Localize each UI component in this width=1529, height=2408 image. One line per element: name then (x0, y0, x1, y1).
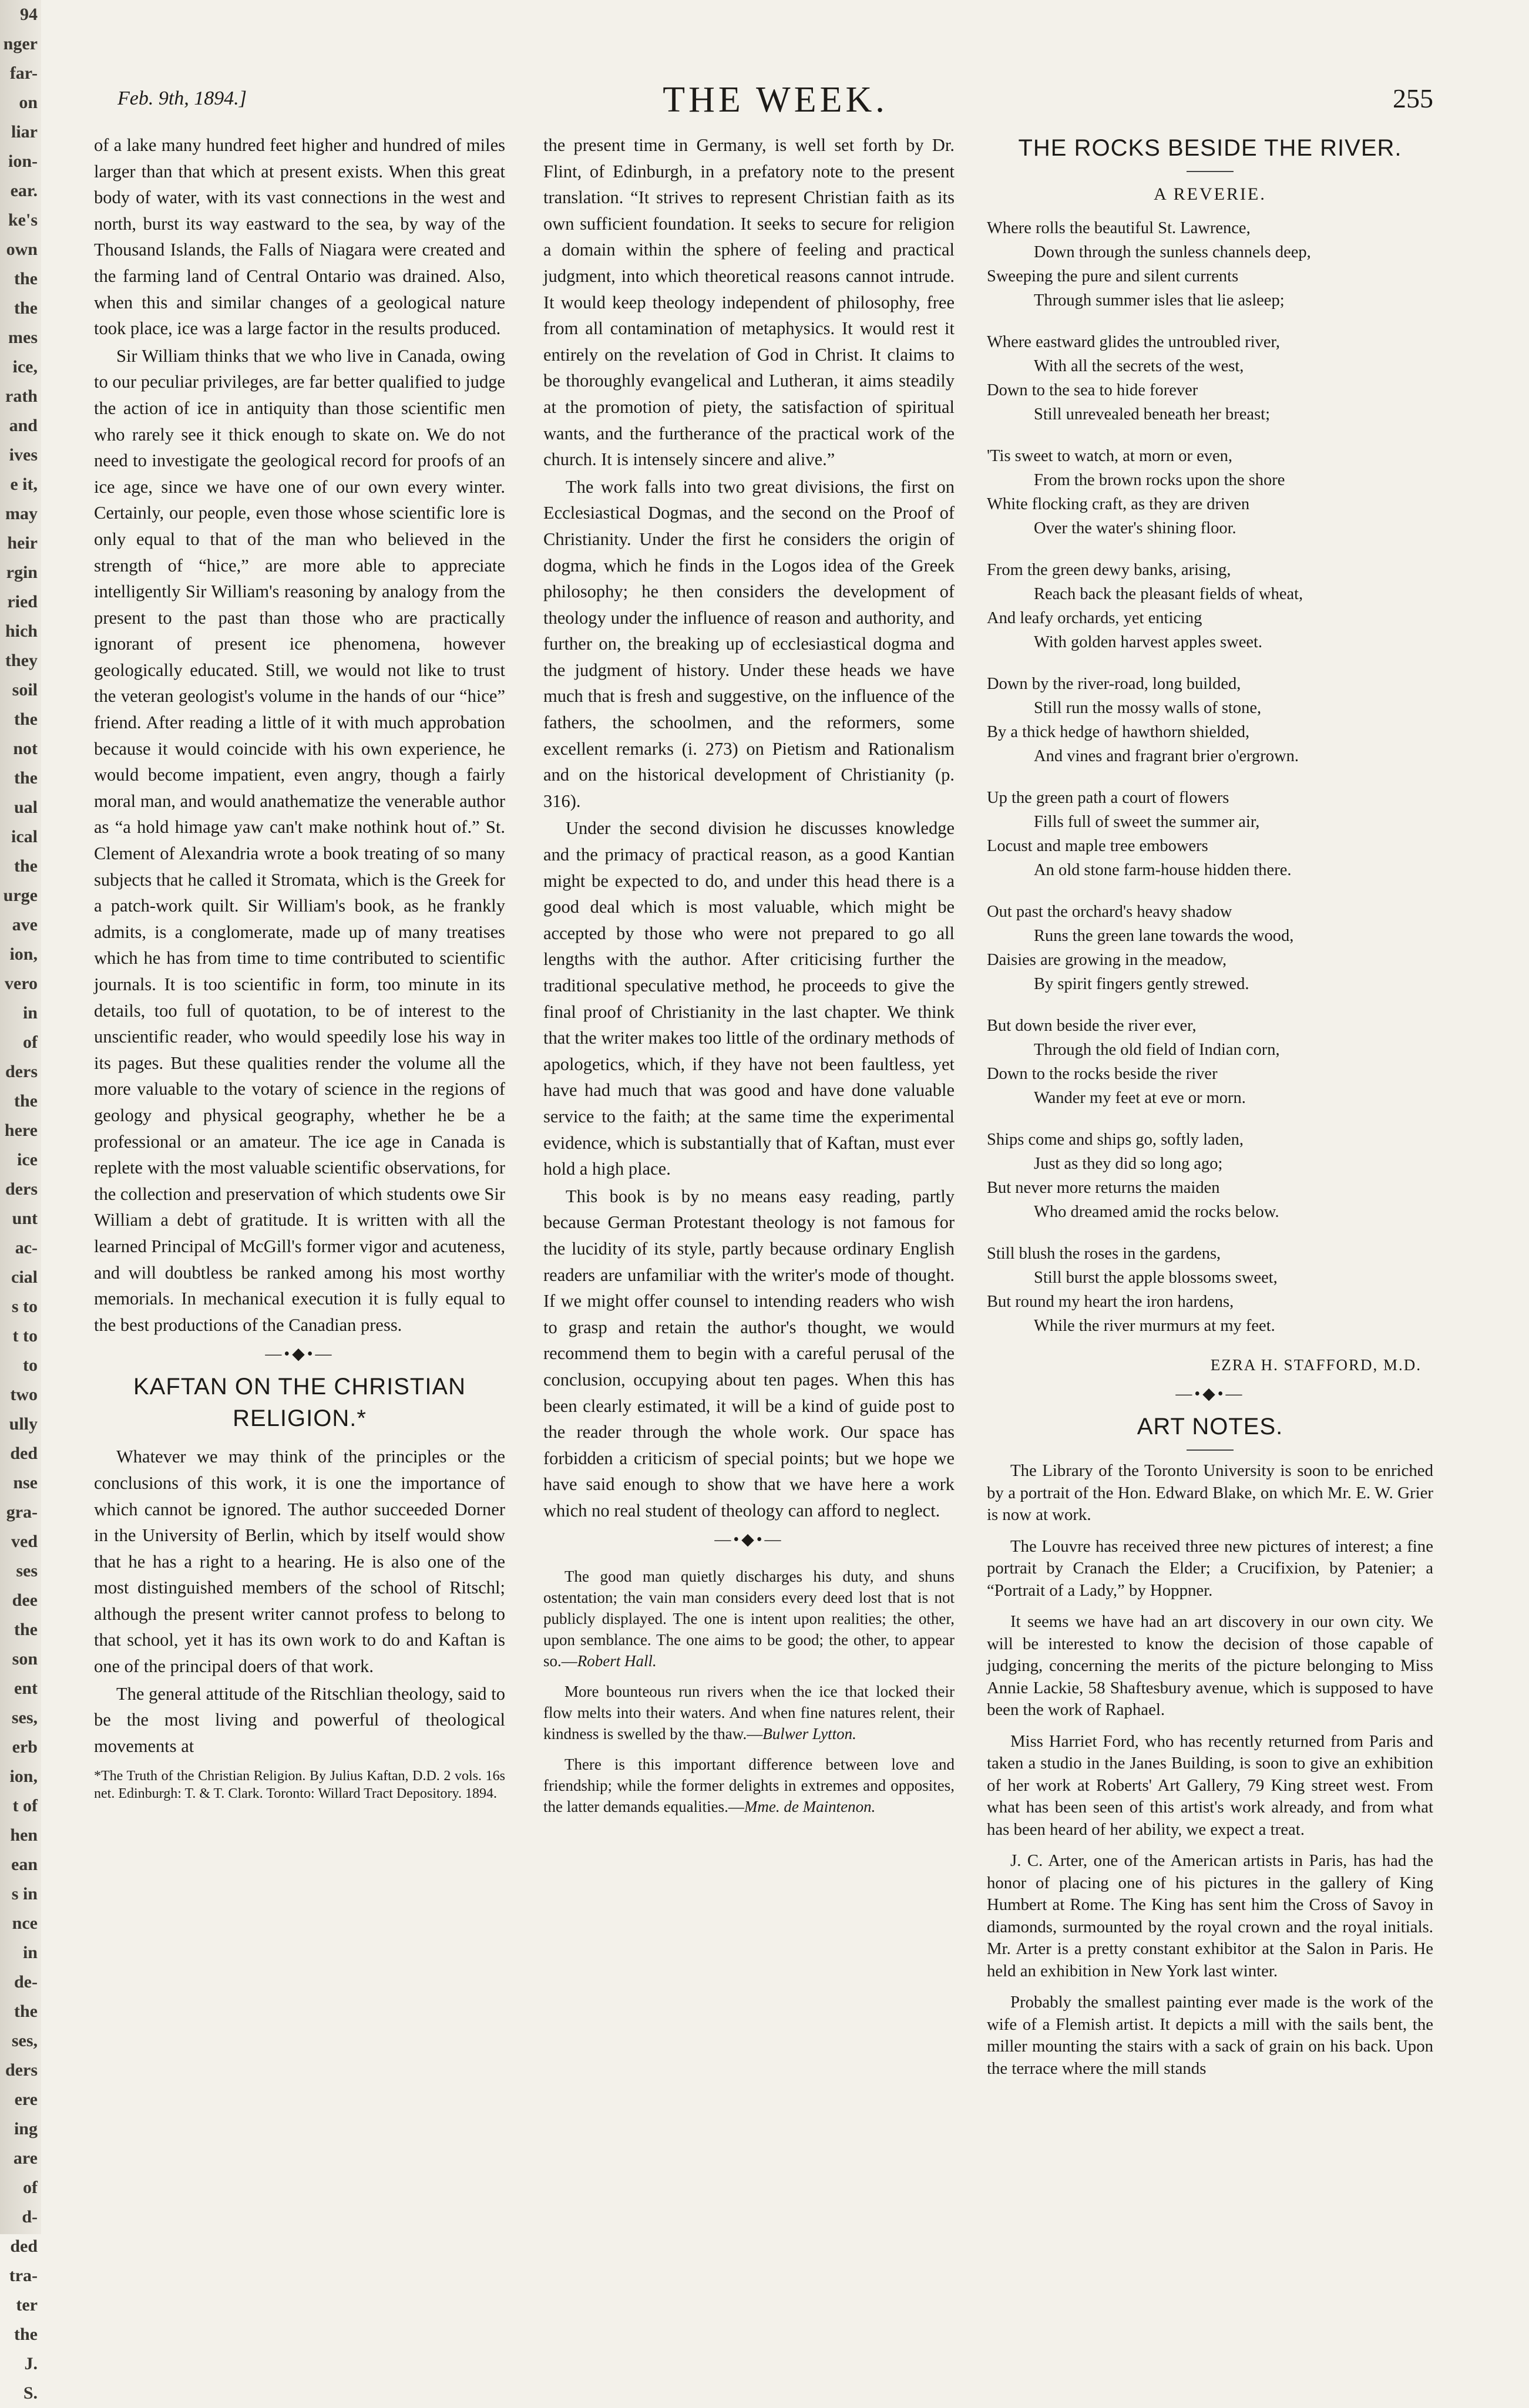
paragraph: of a lake many hundred feet higher and hundred of miles larger than that which at present exists. When this great body of water, with its vast connections in the west and north, burst its way eastward to the sea, by way of the Thousand Islands, the Falls of Niagara were created and the farming land of Central Ontario was drained. Also, when this and similar changes of a geological nature took place, ice was a large factor in the results produced. (94, 135, 505, 339)
paragraph: Probably the smallest painting ever made is the work of the wife of a Flemish artist. It depicts a mill with the sails bent, the miller mounting the stairs with a sack of grain on his back. Upon the terrace where the mill stands (987, 1993, 1433, 2078)
poem-line: Locust and maple tree embowers (987, 836, 1208, 855)
paragraph: Miss Harriet Ford, who has recently returned from Paris and taken a studio in the Janes Building, is soon to give an exhibition of her work at Roberts' Art Gallery, 79 King street west. From what has been seen of this artist's work already, and from what has been heard of her ability, we expect a treat. (987, 1731, 1433, 1839)
quote-text: More bounteous run rivers when the ice that locked their flow melts into their waters. And when fine natures relent, their kindness is swelled by the thaw.— (543, 1683, 955, 1743)
poem-stanza (987, 558, 1433, 654)
poem-line: By spirit fingers gently strewed. (1034, 974, 1249, 993)
divider (1187, 171, 1234, 172)
margin-fragment: d- (22, 2207, 38, 2227)
margin-fragment: the (14, 2002, 38, 2021)
margin-fragment: de- (14, 1972, 38, 1992)
margin-fragment: the (14, 1091, 38, 1111)
footnote: *The Truth of the Christian Religion. By Julius Kaftan, D.D. 2 vols. 16s net. Edinburgh: T. & T. Clark. Toronto: Willard Tract Depository. 1894. (94, 1768, 505, 1802)
margin-fragment: J. (24, 2354, 38, 2373)
margin-fragment: here (4, 1121, 38, 1140)
margin-fragment: tra- (9, 2266, 38, 2285)
paragraph: The Library of the Toronto University is soon to be enriched by a portrait of the Hon. Edward Blake, on which Mr. E. W. Grier is now at work. (987, 1461, 1433, 1525)
margin-fragment: the (14, 709, 38, 729)
margin-fragment: t to (12, 1326, 38, 1346)
page-number: 255 (1393, 83, 1433, 113)
margin-fragment: ion- (8, 152, 38, 171)
section-ornament: —•◆•— (265, 1345, 334, 1364)
poem-line: Ships come and ships go, softly laden, (987, 1130, 1244, 1149)
paragraph: Sir William thinks that we who live in Canada, owing to our peculiar privileges, are far better qualified to judge the action of ice in antiquity than those scientific men who rarely see it thick enough to skate on. We do not need to investigate the geological record for proofs of an ice age, since we have one of our own every winter. Certainly, our people, even those whose scientific lore is only equal to that of the man who believed in the strength of “hice,” are more able to appreciate intelligently Sir William's reasoning by analogy from the present to the past than those who are practically ignorant of present ice phenomena, however geologically educated. Still, we would not like to trust the veteran geologist's volume in the hands of our “hice” friend. After reading a little of it with much approbation because it would coincide with his own experience, he would become impatient, even angry, though a fairly moral man, and would anathematize the venerable author as “a hold himage yaw can't make nothink hout of.” St. Clement of Alexandria wrote a book treating of so many subjects that he called it Stromata, which is the Greek for a patch-work quilt. Sir William's book, as he frankly admits, is a conglomerate, made up of many treatises which he has from time to time contributed to scientific journals. It is too scientific in form, too minute in its details, too full of quotation, to be of interest to the unscientific reader, who would speedily lose his way in its pages. But these qualities render the volume all the more valuable to the votary of science in the regions of geology and physical geography, whether he be a professional or an amateur. The ice age in Canada is replete with the most valuable scientific observations, for the collection and preservation of which students owe Sir William a debt of gratitude. It is written with all the learned Principal of McGill's former vigor and acuteness, and will doubtless be ranked among his most worthy memorials. In mechanical execution it is fully equal to the best productions of the Canadian press. (94, 345, 505, 1335)
poem-line: 'Tis sweet to watch, at morn or even, (987, 446, 1233, 465)
poem-stanza (987, 786, 1433, 882)
poem-line: Down by the river-road, long builded, (987, 674, 1241, 693)
margin-fragment: ual (14, 798, 38, 817)
poem-stanza (987, 216, 1433, 312)
quote-author: Robert Hall. (577, 1652, 657, 1670)
paragraph: J. C. Arter, one of the American artists in Paris, has had the honor of placing one of his pictures in the gallery of King Humbert at Rome. The King has sent him the Cross of Savoy in diamonds, surmounted by the royal crown and the royal initials. Mr. Arter is a pretty constant exhibitor at the Salon in Paris. He held an exhibition in New York last winter. (987, 1851, 1433, 1980)
margin-fragment: t of (12, 1796, 38, 1815)
margin-fragment: ke's (8, 210, 38, 230)
poem-line: With all the secrets of the west, (1034, 357, 1244, 375)
margin-fragment: ean (11, 1855, 38, 1874)
quotation (543, 1754, 955, 1817)
margin-fragment: the (14, 1620, 38, 1639)
column-1 (94, 132, 505, 2211)
margin-fragment: ion, (9, 944, 38, 964)
margin-fragment: the (14, 298, 38, 318)
margin-fragment: far- (9, 63, 38, 83)
poem-line: Over the water's shining floor. (1034, 519, 1236, 537)
poem-line: Still unrevealed beneath her breast; (1034, 405, 1271, 423)
margin-fragment: nger (3, 34, 38, 53)
poem-line: Fills full of sweet the summer air, (1034, 812, 1260, 831)
poem-line: Out past the orchard's heavy shadow (987, 902, 1232, 921)
margin-fragment: are (13, 2148, 38, 2168)
poem-author: EZRA H. STAFFORD, M.D. (1210, 1356, 1422, 1374)
margin-fragment: dee (12, 1590, 38, 1610)
article-title-line: KAFTAN ON THE CHRISTIAN (133, 1374, 466, 1400)
margin-fragment: ter (16, 2295, 38, 2315)
article-title-line: RELIGION.* (233, 1405, 367, 1432)
poem (987, 216, 1433, 1338)
poem-stanza (987, 330, 1433, 426)
margin-fragment: the (14, 856, 38, 876)
poem-line: Still blush the roses in the gardens, (987, 1244, 1221, 1263)
poem-line: Just as they did so long ago; (1034, 1154, 1223, 1173)
poem-line: And leafy orchards, yet enticing (987, 608, 1202, 627)
margin-fragment: ac- (15, 1238, 38, 1257)
margin-fragment: the (14, 269, 38, 288)
poem-line: By a thick hedge of hawthorn shielded, (987, 722, 1250, 741)
poem-stanza (987, 1014, 1433, 1110)
poem-line: Wander my feet at eve or morn. (1034, 1088, 1246, 1107)
margin-fragment: to (23, 1356, 38, 1375)
margin-fragment: e it, (10, 475, 38, 494)
margin-fragment: mes (8, 328, 38, 347)
quote-author: Mme. de Maintenon. (744, 1798, 876, 1816)
margin-fragment: the (14, 2325, 38, 2344)
paragraph: This book is by no means easy reading, partly because German Protestant theology is not famous for the lucidity of its style, partly because ordinary English readers are unfamiliar with the writer's mode of thought. If we might offer counsel to intending readers who wish to grasp and retain the author's thought, we would recommend them to begin with a careful perusal of the conclusion, occupying about ten pages. When this has been clearly estimated, it will be a kind of guide post to the reader through the whole work. Our space has forbidden a criticism of special points; but we hope we have said enough to show that we have here a work which no real student of theology can afford to neglect. (543, 1186, 955, 1521)
margin-fragment: ried (7, 592, 38, 611)
paragraph: Under the second division he discusses knowledge and the primacy of practical reason, as a good Kantian might be expected to do, and under this head there is a good deal which is most valuable, which might be accepted by those who were not prepared to go all lengths with the author. After criticising further the traditional speculative method, he proceeds to give the final proof of Christianity in the last chapter. We think that the writer makes too little of the ordinary methods of apologetics, which, if they have not been faultless, yet have had much that was good and have done valuable service to the faith; at the same time the experimental evidence, which is substantially that of Kaftan, must ever hold a high place. (543, 818, 955, 1179)
divider (1187, 1449, 1234, 1451)
margin-fragment: in (22, 1943, 38, 1962)
margin-fragment: ear. (10, 181, 38, 200)
margin-fragment: ders (5, 2060, 38, 2080)
poem-line: While the river murmurs at my feet. (1034, 1316, 1275, 1335)
margin-fragment: urge (3, 886, 38, 905)
poem-line: Runs the green lane towards the wood, (1034, 926, 1294, 945)
quote-text: There is this important difference between love and friendship; while the former delights in extremes and opposites, the latter demands equalities.— (543, 1755, 955, 1816)
margin-fragment: ave (12, 915, 38, 934)
margin-fragment: unt (12, 1209, 38, 1228)
poem-line: But never more returns the maiden (987, 1178, 1220, 1197)
margin-fragment: S. (23, 2383, 38, 2403)
margin-fragment: ives (9, 445, 38, 465)
quotation (543, 1681, 955, 1744)
poem-line: Down to the rocks beside the river (987, 1064, 1218, 1083)
margin-fragment: ders (5, 1179, 38, 1199)
poem-line: From the green dewy banks, arising, (987, 560, 1231, 579)
margin-fragment: soil (12, 680, 38, 699)
margin-fragment: ully (9, 1414, 38, 1434)
margin-fragment: ice, (12, 357, 38, 376)
poem-line: Daisies are growing in the meadow, (987, 950, 1227, 969)
poem-line: Sweeping the pure and silent currents (987, 267, 1239, 285)
paragraph: The general attitude of the Ritschlian theology, said to be the most living and powerful of theological movements at (94, 1683, 505, 1756)
section-ornament: —•◆•— (1175, 1385, 1245, 1404)
margin-fragment: rath (5, 386, 38, 406)
paragraph: the present time in Germany, is well set forth by Dr. Flint, of Edinburgh, in a prefatory note to the present translation. “It strives to represent Christian faith as its own sufficient foundation. It seeks to secure for religion a domain within the sphere of feeling and practical judgment, into which theoretical reasons cannot intrude. It would keep theology independent of philosophy, free from all contamination of metaphysics. It would rest it entirely on the revelation of God in Christ. It claims to be thoroughly evangelical and Lutheran, it aims steadily at the promotion of piety, the satisfaction of spiritual wants, and the furtherance of the practical work of the church. It is intensely sincere and alive.” (543, 135, 955, 470)
margin-fragment: liar (11, 122, 38, 142)
margin-fragment: vero (4, 974, 38, 993)
poem-line: With golden harvest apples sweet. (1034, 633, 1263, 651)
issue-date: Feb. 9th, 1894.] (117, 88, 247, 109)
poem-line: Still burst the apple blossoms sweet, (1034, 1268, 1278, 1287)
margin-fragment: and (9, 416, 38, 435)
margin-fragment: ses (16, 1561, 38, 1580)
quote-author: Bulwer Lytton. (762, 1725, 856, 1743)
art-notes (987, 1460, 1433, 2080)
poem-stanza (987, 444, 1433, 540)
poem-stanza (987, 900, 1433, 996)
section-ornament: —•◆•— (714, 1531, 784, 1549)
poem-stanza (987, 1242, 1433, 1338)
margin-fragment: ing (14, 2119, 38, 2138)
quotation (543, 1566, 955, 1672)
poem-line: Down to the sea to hide forever (987, 381, 1198, 399)
poem-line: Still run the mossy walls of stone, (1034, 698, 1262, 717)
poem-line: White flocking craft, as they are driven (987, 495, 1250, 513)
margin-fragment: ion, (9, 1767, 38, 1786)
poem-line: Where rolls the beautiful St. Lawrence, (987, 218, 1251, 237)
left-margin-bleed (0, 0, 41, 2403)
margin-fragment: cial (11, 1267, 38, 1287)
margin-fragment: two (10, 1385, 38, 1404)
poem-line: But round my heart the iron hardens, (987, 1292, 1234, 1311)
paragraph: It seems we have had an art discovery in our own city. We will be interested to know the decision of those capable of judging, concerning the merits of the picture belonging to Miss Annie Lackie, 58 Shaftesbury avenue, which is supposed to have been the work of Raphael. (987, 1612, 1433, 1720)
poem-line: But down beside the river ever, (987, 1016, 1197, 1035)
margin-fragment: ded (10, 1444, 38, 1463)
poem-line: Through the old field of Indian corn, (1034, 1040, 1280, 1059)
margin-fragment: ere (14, 2090, 38, 2109)
margin-fragment: not (13, 739, 38, 758)
poem-line: And vines and fragrant brier o'ergrown. (1034, 746, 1299, 765)
poem-line: An old stone farm-house hidden there. (1034, 860, 1292, 879)
margin-fragment: hen (10, 1825, 38, 1845)
margin-fragment: hich (5, 621, 38, 641)
poem-line: Where eastward glides the untroubled river, (987, 332, 1281, 351)
margin-fragment: ice (17, 1150, 38, 1169)
margin-fragment: ved (11, 1532, 38, 1551)
margin-fragment: gra- (6, 1502, 38, 1522)
margin-fragment: own (6, 240, 38, 259)
page-header (117, 79, 1433, 126)
poem-line: Who dreamed amid the rocks below. (1034, 1202, 1279, 1221)
column-3 (987, 132, 1433, 2211)
poem-stanza (987, 1128, 1433, 1224)
margin-fragment: ded (10, 2237, 38, 2256)
margin-fragment: son (12, 1649, 38, 1669)
publication-title: THE WEEK. (663, 80, 888, 120)
poem-title: THE ROCKS BESIDE THE RIVER. (1018, 135, 1402, 161)
margin-fragment: of (23, 2178, 38, 2197)
paragraph: The work falls into two great divisions, the first on Ecclesiastical Dogmas, and the second on the Proof of Christianity. Under the first he considers the origin of dogma, which he finds in the Logos idea of the Greek philosophy; he then considers the development of theology under the influence of reason and authority, and further on, the breaking up of ecclesiastical dogma and the judgment of history. Under these heads we have much that is fresh and suggestive, on the influence of the fathers, the schoolmen, and the reformers, some excellent remarks (i. 273) on Pietism and Rationalism and on the historical development of Christianity (p. 316). (543, 476, 955, 811)
paragraph: The Louvre has received three new pictures of interest; a fine portrait by Cranach the Elder; a Crucifixion, by Patenier; a “Portrait of a Lady,” by Hoppner. (987, 1536, 1433, 1600)
article-title (94, 1371, 505, 1434)
poem-stanza (987, 672, 1433, 768)
margin-fragment: s in (11, 1884, 38, 1903)
column-2 (543, 132, 955, 2211)
margin-fragment: ical (11, 827, 38, 846)
margin-fragment: ders (5, 1062, 38, 1081)
margin-fragment: 94 (20, 5, 38, 24)
margin-fragment: ent (14, 1679, 38, 1698)
margin-fragment: they (5, 651, 38, 670)
poem-subtitle: A REVERIE. (1154, 184, 1266, 204)
margin-fragment: erb (12, 1737, 38, 1757)
poem-line: Down through the sunless channels deep, (1034, 243, 1311, 261)
poem-line: From the brown rocks upon the shore (1034, 470, 1285, 489)
quote-text: The good man quietly discharges his duty, and shuns ostentation; the vain man considers every deed lost that is not publicly displayed. The one is intent upon realities; the other, upon semblance. The one aims to be good; the other, to appear so.— (543, 1568, 955, 1670)
margin-fragment: nse (13, 1473, 38, 1492)
margin-fragment: may (5, 504, 38, 523)
margin-fragment: rgin (6, 563, 38, 582)
art-notes-title: ART NOTES. (1137, 1414, 1283, 1440)
margin-fragment: of (23, 1033, 38, 1052)
paragraph: Whatever we may think of the principles or the conclusions of this work, it is one the importance of which cannot be ignored. The author succeeded Dorner in the University of Berlin, which by itself would show that he has a right to a hearing. He is also one of the most distinguished members of the school of Ritschl; although the present writer cannot profess to belong to that school, yet it has its own work to do and Kaftan is one of the principal doers of that work. (94, 1447, 505, 1677)
margin-fragment: ses, (11, 1708, 38, 1727)
margin-fragment: nce (12, 1913, 38, 1933)
margin-fragment: the (14, 768, 38, 788)
poem-line: Through summer isles that lie asleep; (1034, 291, 1285, 310)
margin-fragment: s to (11, 1297, 38, 1316)
poem-line: Reach back the pleasant fields of wheat, (1034, 584, 1303, 603)
margin-fragment: heir (7, 533, 38, 553)
poem-line: Up the green path a court of flowers (987, 788, 1229, 807)
margin-fragment: on (19, 93, 38, 112)
margin-fragment: in (22, 1003, 38, 1023)
margin-fragment: ses, (11, 2031, 38, 2050)
